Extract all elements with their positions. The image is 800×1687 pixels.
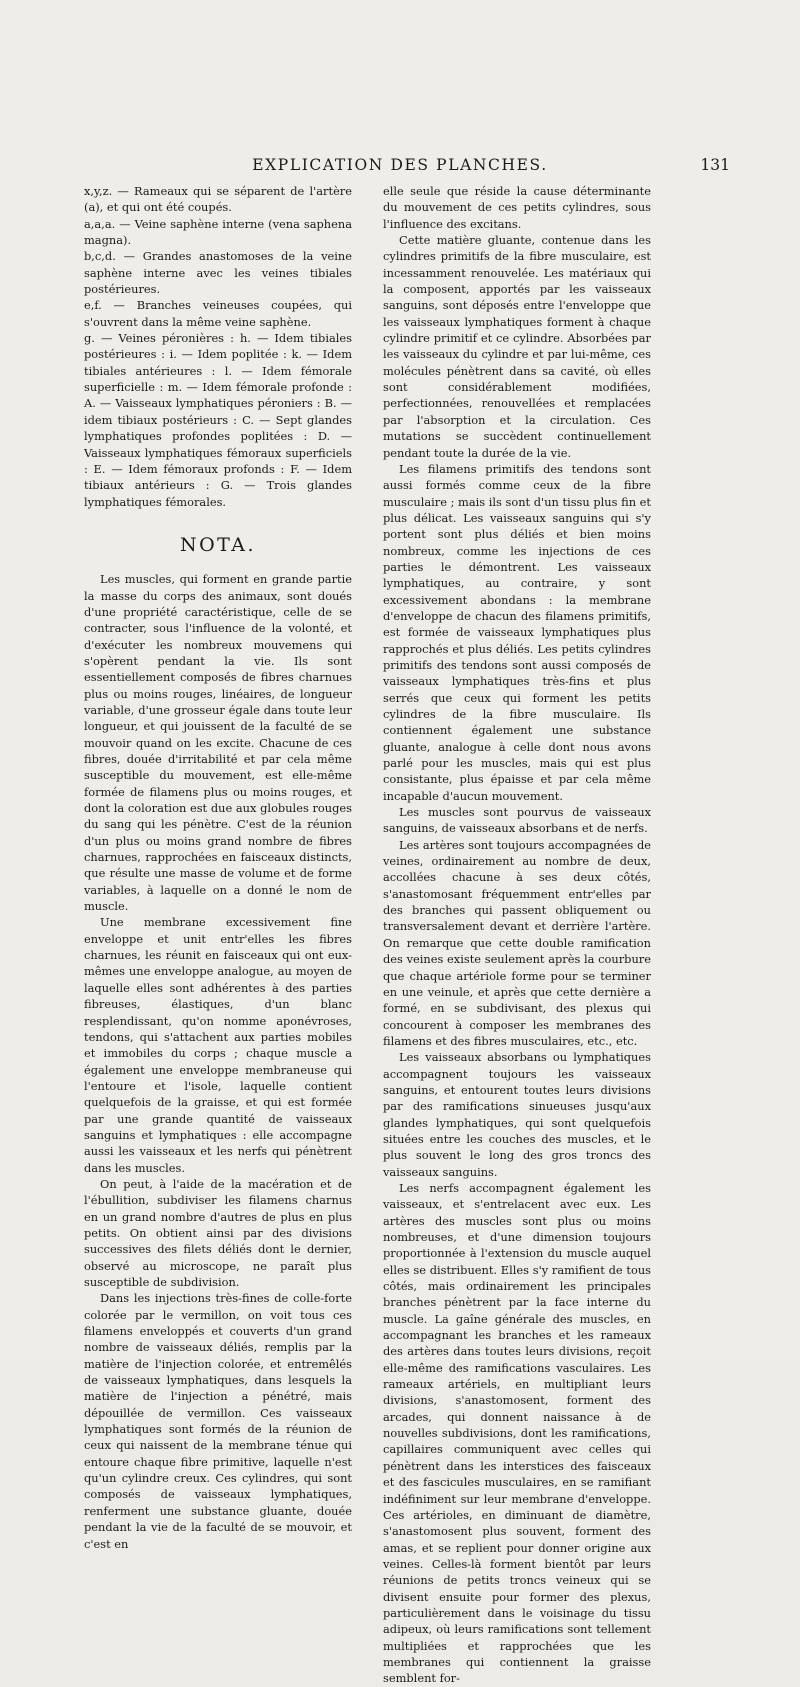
body-paragraph: elle seule que réside la cause déterminante du mouvement de ces petits cylindres, sous l'influence des excitans. [383, 184, 651, 231]
body-paragraph: Les artères sont toujours accompagnées de veines, ordinairement au nombre de deux, accollées chacune à ses deux côtés, s'anastomosant fréquemment entr'elles par des branches qui passent obliquement ou transversalement devant et derrière l'artère. On remarque que cette double ramification des veines existe seulement après la courbure que chaque artériole forme pour se terminer en une veinule, et après que cette dernière a formé, en se subdivisant, des plexus qui concourent à composer les membranes des filamens et des fibres musculaires, etc., etc. [383, 837, 651, 1048]
body-paragraph: Cette matière gluante, contenue dans les cylindres primitifs de la fibre musculaire, est incessamment renouvelée. Les matériaux qui la composent, apportés par les vaisseaux sanguins, sont déposés entre l'enveloppe que les vaisseaux lymphatiques forment à chaque cylindre primitif et ce cylindre. Absorbées par les vaisseaux du cylindre et par lui-même, ces molécules pénètrent dans sa cavité, où elles sont considérablement modifiées, perfectionnées, renouvellées et remplacées par l'absorption et la circulation. Ces mutations se succèdent continuellement pendant toute la durée de la vie. [383, 233, 651, 460]
legend-entry: g. — Veines péronières : h. — Idem tibiales postérieures : i. — Idem poplitée : k. — Idem tibiales antérieures : l. — Idem fémorale superficielle : m. — Idem fémorale profonde : A. — Vaisseaux lymphatiques péroniers : B. — idem tibiaux postérieurs : C. — Sept glandes lymphatiques profondes poplitées : D. — Vaisseaux lymphatiques fémoraux superficiels : E. — Idem fémoraux profonds : F. — Idem tibiaux antérieurs : G. — Trois glandes lymphatiques fémorales. [84, 331, 352, 509]
legend-entry: b,c,d. — Grandes anastomoses de la veine saphène interne avec les veines tibiales postérieures. [84, 249, 352, 297]
running-title: EXPLICATION DES PLANCHES. [252, 156, 548, 174]
body-paragraph: Les filamens primitifs des tendons sont aussi formés comme ceux de la fibre musculaire ; mais ils sont d'un tissu plus fin et plus délicat. Les vaisseaux sanguins qui s'y portent sont plus déliés et bien moins nombreux, comme les injections de ces parties le démontrent. Les vaisseaux lymphatiques, au contraire, y sont excessivement abondans : la membrane d'enveloppe de chacun des filamens primitifs, est formée de vaisseaux lymphatiques plus rapprochés et plus déliés. Les petits cylindres primitifs des tendons sont aussi composés de vaisseaux lymphatiques très-fins et plus serrés que ceux qui forment les petits cylindres de la fibre musculaire. Ils contiennent également une substance gluante, analogue à celle dont nous avons parlé pour les muscles, mais qui est plus consistante, plus épaisse et par cela même incapable d'aucun mouvement. [383, 461, 651, 803]
body-paragraph: Dans les injections très-fines de colle-forte colorée par le vermillon, on voit tous ces filamens enveloppés et couverts d'un grand nombre de vaisseaux déliés, remplis par la matière de l'injection colorée, et entremêlés de vaisseaux lymphatiques, dans lesquels la matière de l'injection a pénétré, mais dépouillée de vermillon. Ces vaisseaux lymphatiques sont formés de la réunion de ceux qui naissent de la membrane ténue qui entoure chaque fibre primitive, laquelle n'est qu'un cylindre creux. Ces cylindres, qui sont composés de vaisseaux lymphatiques, renferment une substance gluante, douée pendant la vie de la faculté de se mouvoir, et c'est en [84, 1291, 352, 1551]
right-column [383, 183, 651, 1687]
left-column [84, 183, 352, 1552]
body-paragraph: Les nerfs accompagnent également les vaisseaux, et s'entrelacent avec eux. Les artères des muscles sont plus ou moins nombreuses, et d'une dimension toujours proportionnée à l'extension du muscle auquel elles se distribuent. Elles s'y ramifient de tous côtés, mais ordinairement les principales branches pénètrent par la face interne du muscle. La gaîne générale des muscles, en accompagnant les branches et les rameaux des artères dans toutes leurs divisions, reçoit elle-même des ramifications vasculaires. Les rameaux artériels, en multipliant leurs divisions, s'anastomosent, forment des arcades, qui donnent naissance à de nouvelles subdivisions, dont les ramifications, capillaires communiquent avec celles qui pénètrent dans les interstices des faisceaux et des fascicules musculaires, en se ramifiant indéfiniment sur leur membrane d'enveloppe. Ces artérioles, en diminuant de diamètre, s'anastomosent plus souvent, forment des amas, et se replient pour donner origine aux veines. Celles-là forment bientôt par leurs réunions de petits troncs veineux qui se divisent ensuite pour former des plexus, particulièrement dans le voisinage du tissu adipeux, où leurs ramifications sont tellement multipliées et rapprochées que les membranes qui contiennent la graisse semblent for- [383, 1180, 651, 1686]
body-paragraph: Les muscles sont pourvus de vaisseaux sanguins, de vaisseaux absorbans et de nerfs. [383, 805, 651, 836]
legend-entry: e,f. — Branches veineuses coupées, qui s'ouvrent dans la même veine saphène. [84, 298, 352, 329]
body-paragraph: Une membrane excessivement fine enveloppe et unit entr'elles les fibres charnues, les réunit en faisceaux qui ont eux-mêmes une enveloppe analogue, au moyen de laquelle elles sont adhérentes à des parties fibreuses, élastiques, d'un blanc resplendissant, qu'on nomme aponévroses, tendons, qui s'attachent aux parties mobiles et immobiles du corps ; chaque muscle a également une enveloppe membraneuse qui l'entoure et l'isole, laquelle contient quelquefois de la graisse, et qui est formée par une grande quantité de vaisseaux sanguins et lymphatiques : elle accompagne aussi les vaisseaux et les nerfs qui pénètrent dans les muscles. [84, 915, 352, 1175]
body-paragraph: On peut, à l'aide de la macération et de l'ébullition, subdiviser les filamens charnus en un grand nombre d'autres de plus en plus petits. On obtient ainsi par des divisions successives des filets déliés dont le dernier, observé au microscope, ne paraît plus susceptible de subdivision. [84, 1176, 352, 1289]
legend-entry: a,a,a. — Veine saphène interne (vena saphena magna). [84, 216, 352, 248]
legend-entry: x,y,z. — Rameaux qui se séparent de l'artère (a), et qui ont été coupés. [84, 184, 352, 215]
page-number: 131 [700, 156, 730, 174]
body-paragraph: Les muscles, qui forment en grande partie la masse du corps des animaux, sont doués d'une propriété caractéristique, celle de se contracter, sous l'influence de la volonté, et d'exécuter les nombreux mouvemens qui s'opèrent pendant la vie. Ils sont essentiellement composés de fibres charnues plus ou moins rouges, linéaires, de longueur variable, d'une grosseur égale dans toute leur longueur, et qui jouissent de la faculté de se mouvoir quand on les excite. Chacune de ces fibres, douée d'irritabilité et par cela même susceptible du mouvement, est elle-même formée de filamens plus ou moins rouges, et dont la coloration est due aux globules rouges du sang qui les pénètre. C'est de la réunion d'un plus ou moins grand nombre de fibres charnues, rapprochées en faisceaux distincts, que résulte une masse de volume et de forme variables, à laquelle on a donné le nom de muscle. [84, 572, 352, 914]
body-paragraph: Les vaisseaux absorbans ou lymphatiques accompagnent toujours les vaisseaux sanguins, et entourent toutes leurs divisions par des ramifications sinueuses jusqu'aux glandes lymphatiques, qui sont quelquefois situées entre les couches des muscles, et le plus souvent le long des gros troncs des vaisseaux sanguins. [383, 1050, 651, 1179]
nota-heading: NOTA. [179, 533, 257, 556]
page-header [70, 156, 730, 180]
